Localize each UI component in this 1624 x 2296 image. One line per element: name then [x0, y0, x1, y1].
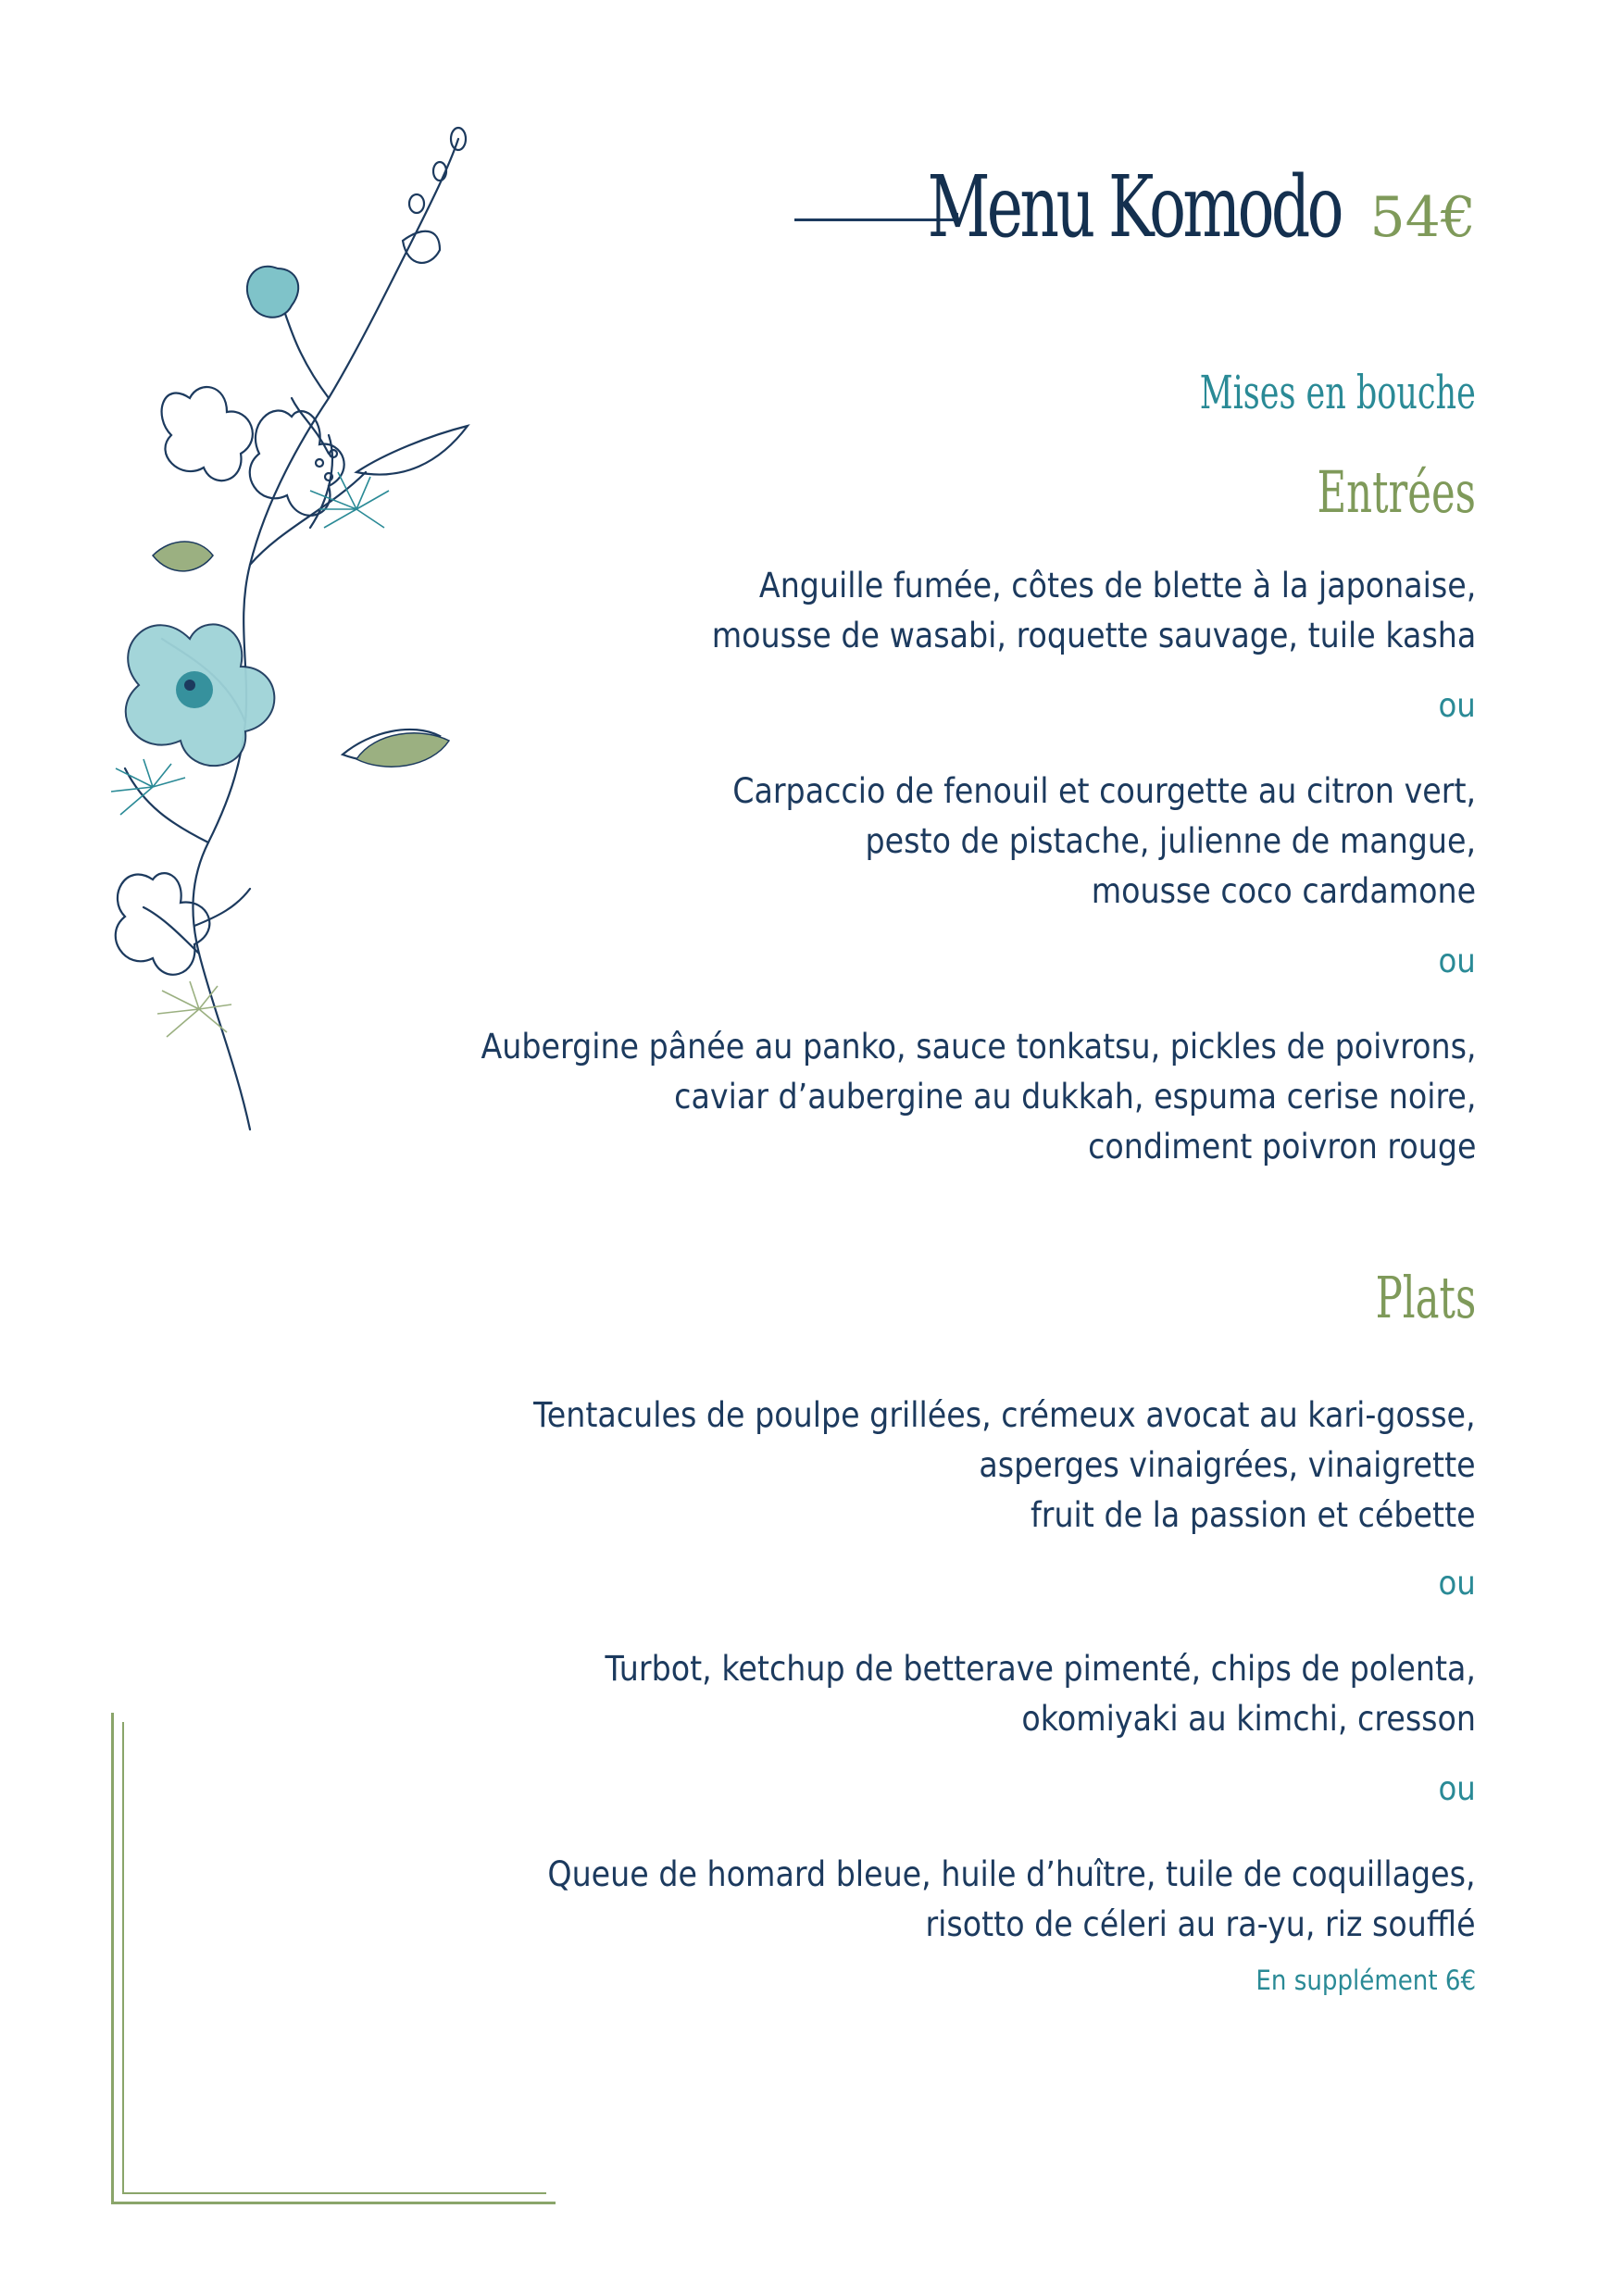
dish-line: condiment poivron rouge	[1087, 1127, 1476, 1167]
menu-header	[767, 157, 1476, 256]
entree-dish-1	[711, 561, 1476, 661]
dish-line: risotto de céleri au ra-yu, riz soufflé	[925, 1904, 1476, 1944]
separator-ou: ou	[1438, 1565, 1476, 1603]
dish-line: okomiyaki au kimchi, cresson	[1021, 1699, 1476, 1739]
corner-frame-line	[122, 1722, 124, 2194]
plat-dish-3	[548, 1850, 1476, 1950]
plat-dish-1	[533, 1391, 1476, 1541]
corner-frame-line	[122, 2192, 546, 2194]
dish-line: Carpaccio de fenouil et courgette au citron vert,	[732, 771, 1476, 811]
menu-price: 54€	[1369, 185, 1476, 250]
separator-ou: ou	[1438, 1770, 1476, 1808]
dish-line: Anguille fumée, côtes de blette à la japonaise,	[758, 566, 1476, 605]
dish-line: Aubergine pânée au panko, sauce tonkatsu, pickles de poivrons,	[480, 1027, 1476, 1067]
dish-line: mousse de wasabi, roquette sauvage, tuile kasha	[711, 616, 1476, 655]
menu-title: Menu Komodo	[927, 157, 1341, 256]
floral-illustration	[51, 120, 477, 1148]
dish-line: asperges vinaigrées, vinaigrette	[979, 1445, 1476, 1485]
section-title-entrees: Entrées	[1317, 458, 1476, 526]
separator-ou: ou	[1438, 942, 1476, 980]
entree-dish-3	[481, 1022, 1476, 1172]
plat-dish-2	[606, 1644, 1477, 1744]
corner-frame-line	[111, 2202, 556, 2204]
dish-line: Tentacules de poulpe grillées, crémeux avocat au kari-gosse,	[533, 1395, 1476, 1435]
dish-line: mousse coco cardamone	[1091, 871, 1476, 911]
entree-dish-2	[732, 767, 1476, 917]
section-title-plats: Plats	[1375, 1264, 1476, 1331]
dish-line: Turbot, ketchup de betterave pimenté, chips de polenta,	[605, 1649, 1476, 1689]
supplement-note: En supplément 6€	[1255, 1965, 1476, 1996]
dish-line: fruit de la passion et cébette	[1031, 1495, 1476, 1535]
corner-frame-line	[111, 1713, 114, 2203]
dish-line: caviar d’aubergine au dukkah, espuma cerise noire,	[673, 1077, 1476, 1117]
dish-line: Queue de homard bleue, huile d’huître, tuile de coquillages,	[547, 1854, 1476, 1894]
separator-ou: ou	[1438, 687, 1476, 725]
section-title-amuse-bouche: Mises en bouche	[1199, 366, 1476, 419]
dish-line: pesto de pistache, julienne de mangue,	[865, 821, 1476, 861]
